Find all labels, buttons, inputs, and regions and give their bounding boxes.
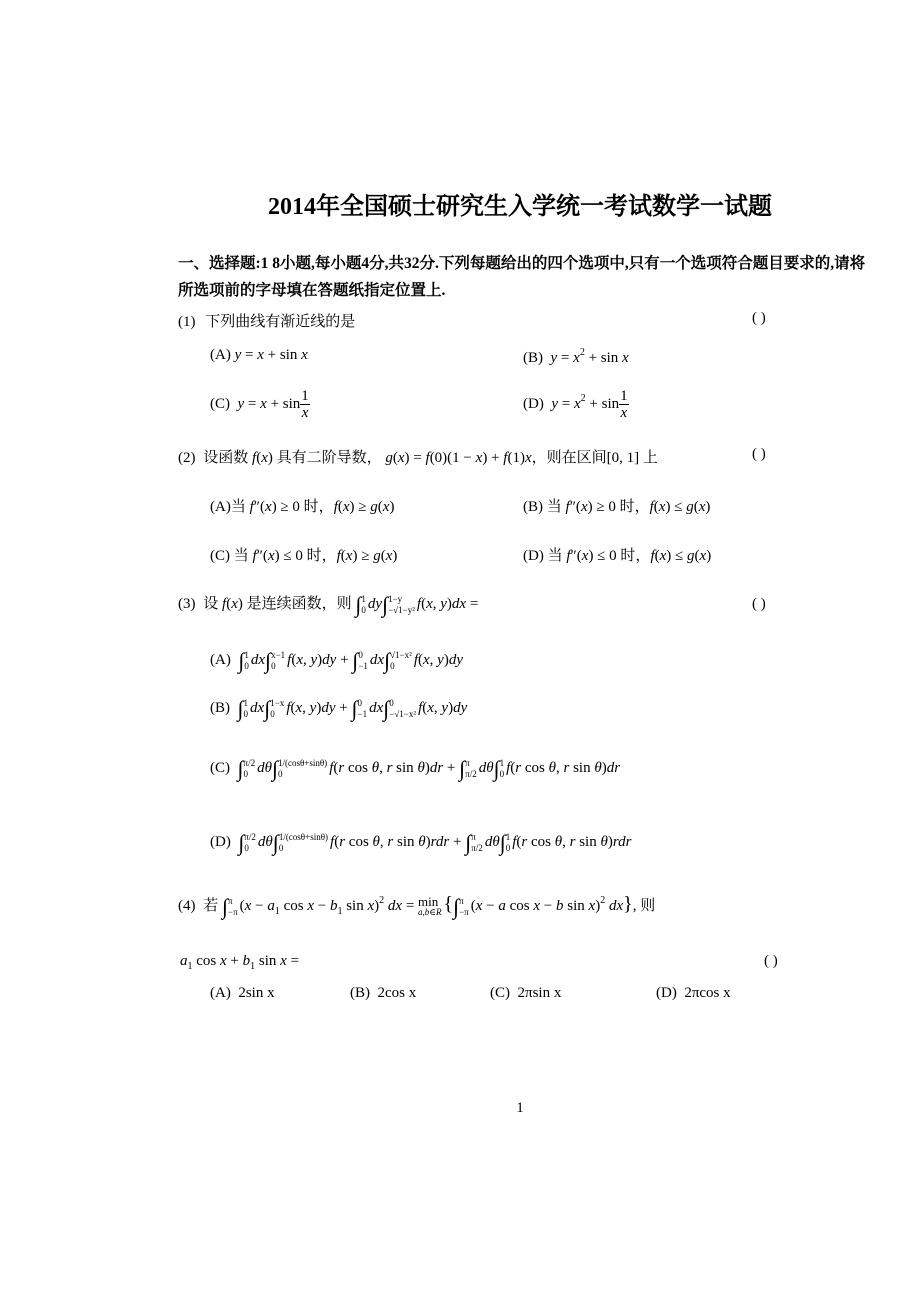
option-1d: (D) $y = x^2 + \sin$ $\frac{1}{x}$ (523, 388, 628, 421)
question-number: (1) (178, 314, 196, 330)
answer-paren: ( ) (752, 596, 766, 612)
question-1 (178, 310, 355, 331)
option-4a: (A) 2sin x (210, 985, 275, 1001)
option-4b: (B) 2cos x (350, 985, 417, 1001)
option-3d: (D) ∫ π/2 0 dθ∫ 1/(cosθ+sinθ) 0 f(r cos θ, r sin θ)rdr + ∫ π π/2 dθ∫ 1 0 f(r cos θ, r sin θ)rdr (210, 830, 632, 855)
option-3b: (B) ∫ 1 0 dx∫ 1−x 0 f(x, y)dy + ∫ 0 −1 dx∫ 0 −√1−x² f(x, y)dy (210, 696, 468, 721)
answer-paren: ( ) (752, 310, 766, 326)
option-3a: (A) ∫ 1 0 dx∫ x−1 0 f(x, y)dy + ∫ 0 −1 dx∫ √1−x² 0 f(x, y)dy (210, 648, 464, 673)
question-3: (3) 设 f(x) 是连续函数，则 ∫ 1 0 dy∫ 1−y −√1−y² f(x, y)dx = (178, 592, 479, 617)
question-4: (4) 若 ∫ π −π ($x - a_1$ $\cos x - b_1$ sin x)$^2$ dx = min a,b∈R {∫ π −π (x − a cos x − b sin x)$^2$ dx}, 则 (178, 893, 656, 919)
option-4d: (D) 2πcos x (656, 985, 731, 1001)
option-2b: (B) 当 f″(x) ≥ 0 时，f(x) ≤ g(x) (523, 499, 711, 515)
page-title: 2014年全国硕士研究生入学统一考试数学一试题 (268, 194, 772, 220)
option-3c: (C) ∫ π/2 0 dθ∫ 1/(cosθ+sinθ) 0 f(r cos θ, r sin θ)dr + ∫ π π/2 dθ∫ 1 0 f(r cos θ, r sin θ)dr (210, 756, 621, 781)
option-4c: (C) 2πsin x (490, 985, 562, 1001)
question-4-continuation: $a_1$ $\cos x + b_1$ sin x = (180, 953, 300, 972)
option-2d: (D) 当 f″(x) ≤ 0 时，f(x) ≤ g(x) (523, 548, 712, 564)
question-2: (2) 设函数 f(x) 具有二阶导数， g(x) = f(0)(1 − x) + f(1)x，则在区间[0, 1] 上 (178, 450, 658, 466)
option-1a: (A) y = x + sin x (210, 347, 308, 363)
answer-paren: ( ) (764, 953, 778, 969)
option-2c: (C) 当 f″(x) ≤ 0 时，f(x) ≥ g(x) (210, 548, 398, 564)
option-1b: (B) $y = x^2 + \sin x$ (523, 347, 629, 366)
answer-paren: ( ) (752, 446, 766, 462)
option-2a: (A)当 f″(x) ≥ 0 时，f(x) ≥ g(x) (210, 499, 395, 515)
page-number: 1 (516, 1100, 524, 1116)
section-heading: 一、选择题:1 8小题,每小题4分,共32分.下列每题给出的四个选项中,只有一个选项符合题目要求的,请将所选项前的字母填在答题纸指定位置上. (178, 255, 866, 299)
option-1c: (C) y = x + sin $\frac{1}{x}$ (210, 388, 309, 421)
question-stem: 下列曲线有渐近线的是 (205, 314, 356, 330)
